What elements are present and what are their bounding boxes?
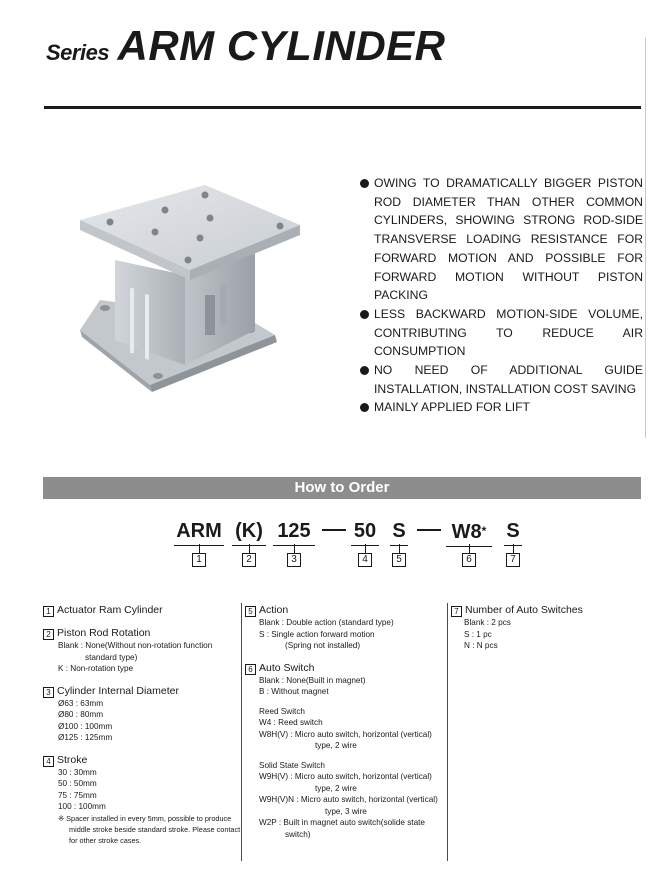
spec-section-model — [43, 603, 239, 617]
section-title: Stroke — [57, 753, 88, 766]
stroke-note: ※ Spacer installed in every 5mm, possible to produce middle stroke beside standard stroke. Please contact for other stroke cases. — [58, 813, 241, 845]
order-index-box: 1 — [192, 553, 206, 567]
code-part-stroke: 50 — [351, 519, 379, 543]
code-connector — [294, 544, 295, 553]
order-index-box: 5 — [392, 553, 406, 567]
spec-line: W2P : Built in magnet auto switch(solide state — [259, 818, 425, 827]
code-connector — [199, 544, 200, 553]
section-title: Action — [259, 604, 289, 616]
section-number-box: 1 — [43, 606, 54, 617]
spec-line: S : 1 pc — [464, 629, 492, 639]
order-index-box: 6 — [462, 553, 476, 567]
spec-line: Ø100 : 100mm — [58, 721, 113, 731]
spec-line: 50 : 50mm — [58, 779, 97, 788]
spec-line: Blank : Double action (standard type) — [259, 618, 394, 627]
solid-state-switch-heading: Solid State Switch — [259, 760, 325, 770]
code-separator — [322, 529, 346, 531]
spec-line: 75 : 75mm — [58, 790, 97, 800]
title-divider — [44, 106, 641, 109]
spec-column-1 — [43, 603, 239, 855]
section-title: Number of Auto Switches — [465, 604, 583, 616]
spec-column-3 — [451, 603, 641, 661]
feature-list — [360, 174, 643, 417]
section-number-box: 2 — [43, 629, 54, 640]
spec-section-stroke — [43, 753, 239, 846]
margin-line — [645, 38, 646, 438]
section-number-box: 7 — [451, 606, 462, 617]
page-title — [46, 22, 446, 70]
column-divider — [447, 603, 448, 861]
spec-line: K : Non-rotation type — [58, 664, 134, 673]
order-code — [0, 519, 649, 549]
order-index-box: 2 — [242, 553, 256, 567]
spec-section-action — [245, 603, 445, 652]
spec-line: Blank : 2 pcs — [464, 618, 511, 627]
section-title: Actuator Ram Cylinder — [57, 604, 163, 616]
code-part-switch: W8* — [446, 519, 492, 544]
spec-section-switch-count — [451, 603, 641, 652]
code-part-series: ARM — [174, 519, 224, 543]
section-title: Auto Switch — [259, 661, 315, 674]
order-index-box: 3 — [287, 553, 301, 567]
spec-line: 100 : 100mm — [58, 802, 106, 811]
feature-item: LESS BACKWARD MOTION-SIDE VOLUME, CONTRIBUTING TO REDUCE AIR CONSUMPTION — [360, 305, 643, 361]
section-number-box: 6 — [245, 664, 256, 675]
how-to-order-heading: How to Order — [43, 477, 641, 499]
order-index-box: 4 — [358, 553, 372, 567]
spec-line: W8H(V) : Micro auto switch, horizontal (vertical) — [259, 729, 432, 739]
spec-line: S : Single action forward motion — [259, 629, 375, 639]
order-index-box: 7 — [506, 553, 520, 567]
spec-line: W9H(V) : Micro auto switch, horizontal (vertical) — [259, 772, 432, 781]
spec-line: N : N pcs — [464, 641, 498, 650]
spec-line: W4 : Reed switch — [259, 718, 323, 727]
feature-item: NO NEED OF ADDITIONAL GUIDE INSTALLATION, INSTALLATION COST SAVING — [360, 361, 643, 398]
spec-line: Ø63 : 63mm — [58, 698, 104, 708]
spec-line: Blank : None(Without non-rotation function — [58, 641, 213, 650]
spec-line: 30 : 30mm — [58, 767, 97, 777]
reed-switch-heading: Reed Switch — [259, 706, 305, 716]
product-title: ARM CYLINDER — [117, 22, 446, 69]
spec-line: Ø125 : 125mm — [58, 733, 113, 742]
series-label: Series — [46, 40, 110, 65]
spec-line: Blank : None(Built in magnet) — [259, 675, 366, 685]
spec-column-2 — [245, 603, 445, 849]
spec-line: switch) — [285, 829, 311, 839]
feature-item: OWING TO DRAMATICALLY BIGGER PISTON ROD DIAMETER THAN OTHER COMMON CYLINDERS, SHOWING STRONG ROD-SIDE TRANSVERSE LOADING RESISTANCE FOR FORWARD MOTION AND POSSIBLE FOR FORWARD MOTION WITHOUT PISTON PACKING — [360, 174, 643, 305]
code-part-action: S — [390, 519, 408, 543]
feature-item: MAINLY APPLIED FOR LIFT — [360, 398, 643, 417]
section-number-box: 3 — [43, 687, 54, 698]
arm-cylinder-product-photo — [70, 180, 310, 395]
code-connector — [469, 544, 470, 553]
spec-section-auto-switch — [245, 661, 445, 841]
column-divider — [241, 603, 242, 861]
spec-line: (Spring not installed) — [285, 641, 361, 650]
section-number-box: 4 — [43, 756, 54, 767]
section-title: Piston Rod Rotation — [57, 627, 151, 639]
code-part-bore: 125 — [273, 519, 315, 543]
spec-section-rotation — [43, 626, 239, 675]
section-number-box: 5 — [245, 606, 256, 617]
spec-line: standard type) — [85, 652, 138, 662]
spec-line: type, 3 wire — [325, 806, 367, 816]
spec-line: B : Without magnet — [259, 687, 329, 696]
code-part-count: S — [504, 519, 522, 543]
spec-line: type, 2 wire — [315, 741, 357, 750]
spec-section-diameter — [43, 684, 239, 744]
spec-line: Ø80 : 80mm — [58, 710, 104, 719]
code-connector — [365, 544, 366, 553]
code-connector — [399, 544, 400, 553]
code-part-rotation: (K) — [232, 519, 266, 543]
code-connector — [513, 544, 514, 553]
code-separator — [417, 529, 441, 531]
spec-line: W9H(V)N : Micro auto switch, horizontal (vertical) — [259, 795, 438, 804]
spec-line: type, 2 wire — [315, 783, 357, 793]
code-connector — [249, 544, 250, 553]
section-title: Cylinder Internal Diameter — [57, 684, 179, 697]
